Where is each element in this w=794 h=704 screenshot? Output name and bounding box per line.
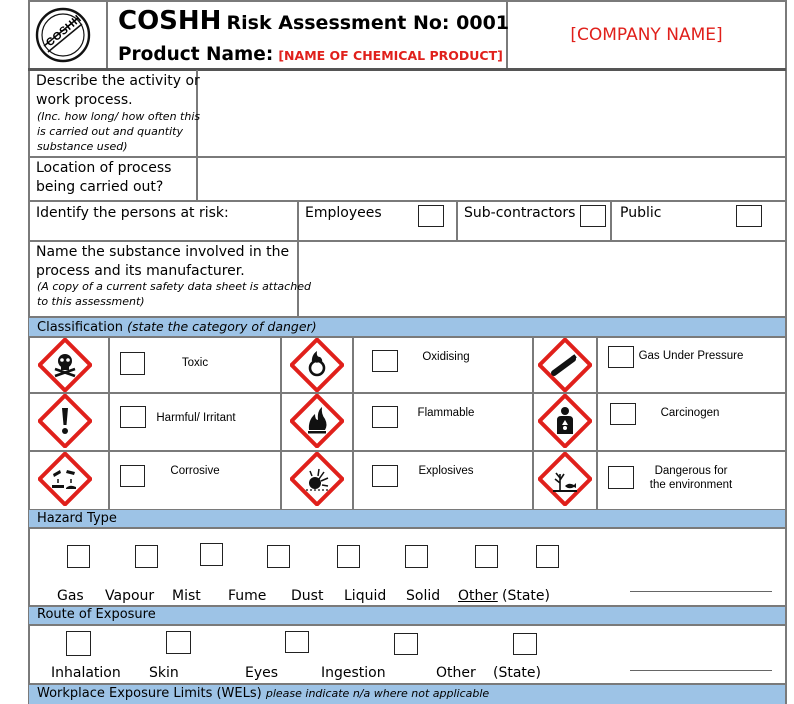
state-input-line[interactable] [630,591,772,592]
environment-icon [538,452,592,506]
fume-label: Fume [228,588,267,604]
substance-note [37,279,311,309]
dust-checkbox[interactable] [337,545,360,568]
substance-note-line1: (A copy of a current safety data sheet is attached [37,280,311,293]
activity-label [36,72,200,110]
environment-label [638,464,744,492]
classification-title: Classification [37,320,124,335]
skin-checkbox[interactable] [166,631,191,654]
persons-label: Identify the persons at risk: [36,205,229,221]
employees-checkbox[interactable] [418,205,444,227]
wels-title: Workplace Exposure Limits (WELs) [37,686,262,701]
grid-line [596,336,598,510]
employees-label: Employees [305,205,382,221]
other-checkbox[interactable] [536,545,559,568]
ingestion-label: Ingestion [321,665,386,681]
mist-checkbox[interactable] [200,543,223,566]
explosives-label: Explosives [418,465,474,477]
row-divider [28,200,786,202]
classification-note: (state the category of danger) [127,319,317,334]
col-divider [610,200,612,241]
corrosive-label: Corrosive [170,465,220,477]
hazard-type-header [29,510,785,528]
fume-checkbox[interactable] [267,545,290,568]
toxic-checkbox[interactable] [120,352,145,375]
logo-text: COSHH [43,12,85,50]
corrosion-icon [38,452,92,506]
company-name[interactable]: [COMPANY NAME] [570,25,723,45]
activity-note-line1: (Inc. how long/ how often this [37,110,201,123]
row-divider [28,624,786,626]
toxic-label: Toxic [181,357,209,369]
row-divider [28,336,786,338]
flammable-label: Flammable [417,407,475,419]
gas-under-pressure-checkbox[interactable] [608,346,634,368]
oxidising-checkbox[interactable] [372,350,398,372]
flammable-checkbox[interactable] [372,406,398,428]
subcontractors-label: Sub-contractors [464,205,576,221]
exclamation-mark-icon [38,394,92,448]
skin-label: Skin [149,665,179,681]
product-placeholder[interactable]: [NAME OF CHEMICAL PRODUCT] [278,48,503,63]
explosives-checkbox[interactable] [372,465,398,487]
grid-line [532,336,534,510]
grid-line [280,336,282,510]
substance-label [36,243,289,281]
carcinogen-label: Carcinogen [660,407,720,419]
grid-line [108,336,110,510]
route-other-checkbox[interactable] [513,633,537,655]
product-name-row [118,44,503,65]
dust-label: Dust [291,588,324,604]
row-divider [28,683,786,685]
right-border [785,0,787,704]
liquid-checkbox[interactable] [405,545,428,568]
gas-cylinder-icon [538,338,592,392]
grid-line [28,450,786,452]
product-label: Product Name: [118,44,274,65]
row-divider [28,316,786,318]
state-label: (State) [502,588,550,604]
health-hazard-icon [538,394,592,448]
flame-over-circle-icon [290,338,344,392]
substance-note-line2: to this assessment) [37,295,145,308]
public-label: Public [620,205,662,221]
substance-label-line1: Name the substance involved in the [36,244,290,260]
environment-label-line1: Dangerous for [654,465,728,477]
location-input[interactable] [198,158,784,200]
environment-checkbox[interactable] [608,466,634,489]
eyes-label: Eyes [245,665,279,681]
environment-label-line2: the environment [649,479,733,491]
activity-note-line3: substance used) [37,140,128,153]
subcontractors-checkbox[interactable] [580,205,606,227]
activity-note-line2: is carried out and quantity [37,125,183,138]
harmful-irritant-label: Harmful/ Irritant [156,412,236,424]
vapour-label: Vapour [105,588,155,604]
harmful-irritant-checkbox[interactable] [120,406,146,428]
wels-title-row [37,686,489,701]
gas-checkbox[interactable] [67,545,90,568]
top-border [28,0,786,2]
title-rest: Risk Assessment No: 0001 [226,12,510,34]
skull-crossbones-icon [38,338,92,392]
title-main: COSHH [118,6,222,36]
classification-title-row [37,319,317,335]
carcinogen-checkbox[interactable] [610,403,636,425]
route-state-label: (State) [493,665,541,681]
hazard-type-title: Hazard Type [37,511,117,526]
activity-label-line2: work process. [36,92,133,108]
location-label [36,159,171,197]
other-label: Other [458,588,498,604]
route-state-input-line[interactable] [630,670,772,671]
gas-under-pressure-label: Gas Under Pressure [638,350,744,362]
gas-label: Gas [57,588,84,604]
activity-input[interactable] [198,71,784,156]
left-border [28,0,30,704]
route-other-label: Other [436,665,476,681]
mist-label: Mist [172,588,201,604]
location-label-line2: being carried out? [36,179,164,195]
vapour-checkbox[interactable] [135,545,158,568]
inhalation-checkbox[interactable] [66,631,91,656]
grid-line [352,336,354,510]
inhalation-label: Inhalation [51,665,121,681]
coshh-logo [34,6,92,64]
substance-label-line2: process and its manufacturer. [36,263,245,279]
logo-divider [106,0,108,69]
oxidising-label: Oxidising [422,351,470,363]
corrosive-checkbox[interactable] [120,465,145,487]
row-divider [28,527,786,529]
grid-line [28,392,786,394]
public-checkbox[interactable] [736,205,762,227]
substance-input[interactable] [299,242,784,316]
eyes-checkbox[interactable] [285,631,309,653]
exploding-bomb-icon [290,452,344,506]
location-label-line1: Location of process [36,160,172,176]
activity-note [37,109,200,154]
activity-label-line1: Describe the activity or [36,73,200,89]
page-title [118,6,509,36]
col-divider [297,200,299,241]
wels-note: please indicate n/a where not applicable [265,687,490,700]
liquid-label: Liquid [344,588,387,604]
col-divider [456,200,458,241]
solid-label: Solid [406,588,441,604]
ingestion-checkbox[interactable] [394,633,418,655]
flame-icon [290,394,344,448]
route-title: Route of Exposure [37,607,156,622]
solid-checkbox[interactable] [475,545,498,568]
